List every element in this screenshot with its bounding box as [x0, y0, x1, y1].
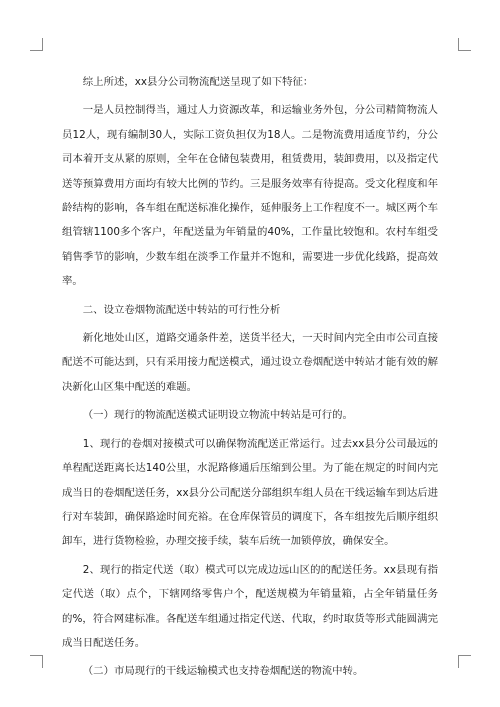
crop-mark-bottom-right [458, 655, 471, 668]
docking-mode-paragraph: 1、现行的卷烟对接模式可以确保物流配送正常运行。过去xx县分公司最远的单程配送距离长达140公里，水泥路修通后压缩到公里。为了能在规定的时间内完成当日的卷烟配送任务，xx县分公司配送分部组织车组人员在干线运输车到达后进行对车装卸，确保路途时间充裕。在仓库保管员的调度下，各车组按先后顺序组织卸车，进行货物检验，办理交接手续，装车后统一加锁停放，确保安全。 [62, 437, 438, 548]
summary-intro-paragraph: 综上所述，xx县分公司物流配送呈现了如下特征： [82, 76, 314, 88]
crop-mark-top-left [30, 38, 43, 51]
document-body [62, 70, 438, 684]
crop-mark-bottom-left [30, 655, 43, 668]
designated-delivery-paragraph: 2、现行的指定代送（取）模式可以完成边远山区的的配送任务。xx县现有指定代送（取）点个，下辖网络零售户个，配送规模为年销量箱，占全年销量任务的%，符合网建标准。各配送车组通过指定代送、代取，约时取货等形式能圆满完成当日配送任务。 [62, 563, 438, 649]
subsection-heading-2: （二）市局现行的干线运输模式也支持卷烟配送的物流中转。 [82, 665, 364, 678]
subsection-heading-1: （一）现行的物流配送模式证明设立物流中转站是可行的。 [82, 409, 353, 422]
geography-paragraph: 新化地处山区，道路交通条件差，送货半径大，一天时间内完全由市公司直接配送不可能达到，只有采用接力配送模式，通过设立卷烟配送中转站才能有效的解决新化山区集中配送的难题。 [62, 332, 438, 393]
section-heading-feasibility: 二、设立卷烟物流配送中转站的可行性分析 [82, 303, 281, 316]
features-paragraph: 一是人员控制得当，通过人力资源改革，和运输业务外包，分公司精简物流人员12人，现有编制30人，实际工资负担仅为18人。二是物流费用适度节约，分公司本着开支从紧的原则，全年在仓储包装费用，租赁费用，装卸费用，以及指定代送等预算费用方面均有较大比例的节约。三是服务效率有待提高。受文化程度和年龄结构的影响，各车组在配送标准化操作，延伸服务上工作程度不一。城区两个车组管辖1100多个客户，年配送量为年销量的40%，工作量比较饱和。农村车组受销售季节的影响，少数车组在淡季工作量并不饱和，需要进一步优化线路，提高效率。 [62, 104, 438, 288]
crop-mark-top-right [458, 38, 471, 51]
